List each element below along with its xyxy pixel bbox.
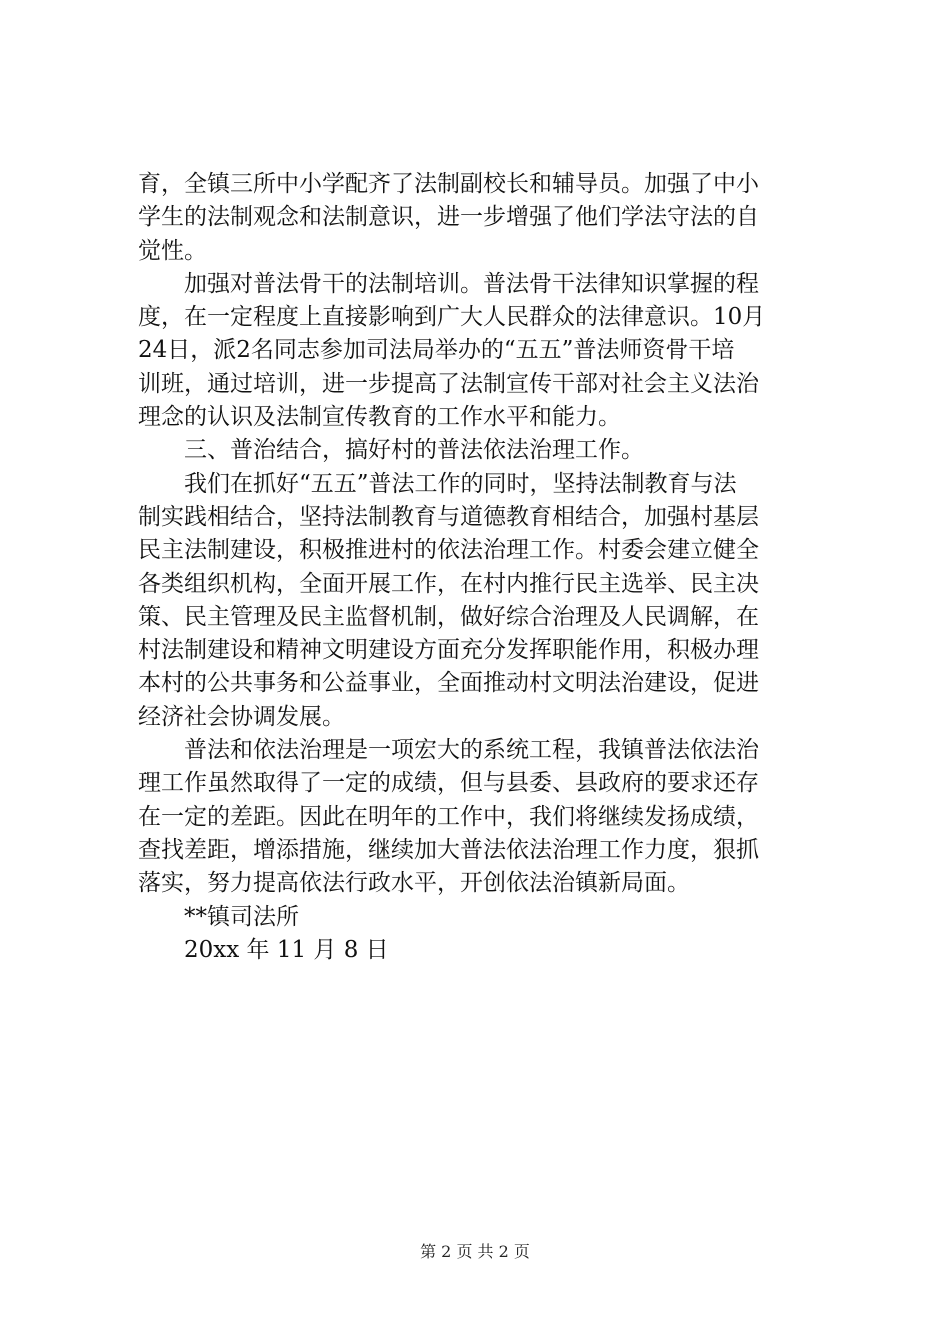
text-line: 民主法制建设，积极推进村的依法治理工作。村委会建立健全 (138, 537, 759, 564)
text-line: 在一定的差距。因此在明年的工作中，我们将继续发扬成绩， (138, 803, 759, 830)
text-line: 度，在一定程度上直接影响到广大人民群众的法律意识。10月 (138, 304, 766, 331)
text-line: 各类组织机构，全面开展工作，在村内推行民主选举、民主决 (138, 570, 759, 597)
text-line: 训班，通过培训，进一步提高了法制宣传干部对社会主义法治 (138, 370, 759, 397)
text-line: **镇司法所 (184, 903, 299, 930)
text-line: 24日，派2名同志参加司法局举办的“五五”普法师资骨干培 (138, 337, 735, 364)
text-line: 理念的认识及法制宣传教育的工作水平和能力。 (138, 404, 621, 431)
text-line: 村法制建设和精神文明建设方面充分发挥职能作用，积极办理 (138, 637, 759, 664)
text-line: 20xx 年 11 月 8 日 (184, 936, 389, 963)
text-line: 加强对普法骨干的法制培训。普法骨干法律知识掌握的程 (184, 270, 759, 297)
text-line: 策、民主管理及民主监督机制，做好综合治理及人民调解，在 (138, 603, 759, 630)
text-line: 制实践相结合，坚持法制教育与道德教育相结合，加强村基层 (138, 503, 759, 530)
text-line: 落实，努力提高依法行政水平，开创依法治镇新局面。 (138, 870, 690, 897)
text-line: 育，全镇三所中小学配齐了法制副校长和辅导员。加强了中小 (138, 171, 759, 197)
text-line: 觉性。 (138, 237, 207, 264)
text-line: 我们在抓好“五五”普法工作的同时，坚持法制教育与法 (184, 470, 737, 497)
text-line: 理工作虽然取得了一定的成绩，但与县委、县政府的要求还存 (138, 770, 759, 797)
text-line: 经济社会协调发展。 (138, 703, 345, 730)
text-line: 查找差距，增添措施，继续加大普法依法治理工作力度，狠抓 (138, 836, 759, 863)
page-number-footer: 第 2 页 共 2 页 (420, 1242, 530, 1261)
document-body (138, 168, 830, 967)
text-line: 学生的法制观念和法制意识，进一步增强了他们学法守法的自 (138, 204, 759, 231)
text-line: 普法和依法治理是一项宏大的系统工程，我镇普法依法治 (184, 737, 759, 764)
text-line: 本村的公共事务和公益事业，全面推动村文明法治建设，促进 (138, 670, 759, 697)
text-line: 三、普治结合，搞好村的普法依法治理工作。 (184, 437, 644, 464)
